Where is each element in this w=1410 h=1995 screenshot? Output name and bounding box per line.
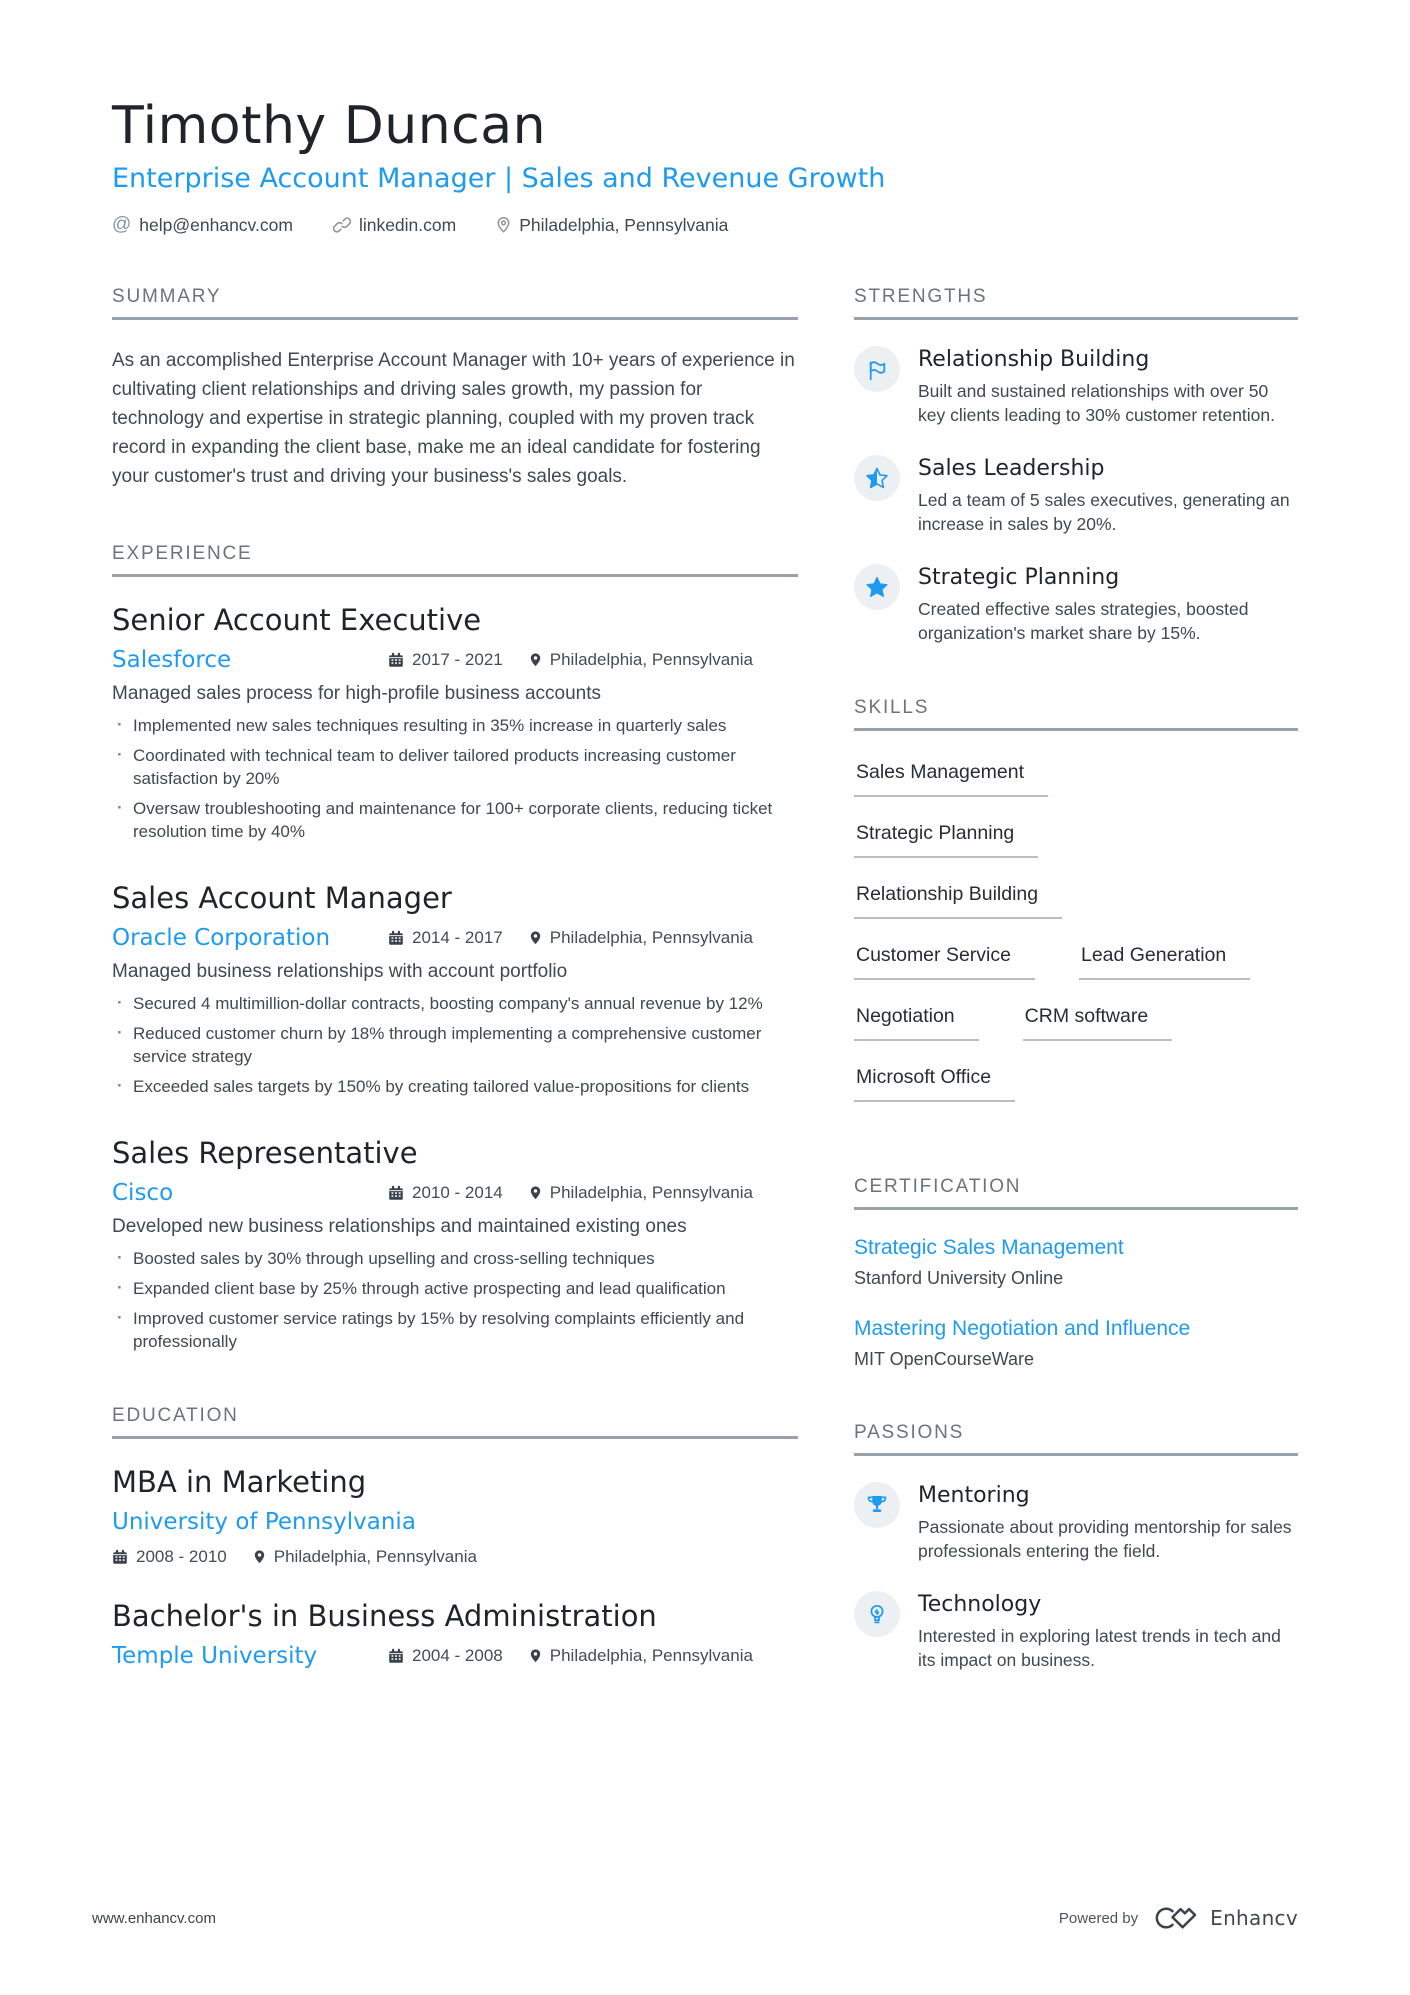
degree-item (112, 1465, 798, 1567)
certification-heading: CERTIFICATION (854, 1176, 1298, 1210)
enhancv-wordmark: Enhancv (1210, 1906, 1298, 1930)
degree-location (529, 1646, 753, 1666)
trophy-icon (854, 1482, 900, 1528)
degree-dates (112, 1547, 227, 1567)
section-experience (112, 543, 798, 1353)
section-skills (854, 697, 1298, 1102)
job-location (529, 1183, 753, 1203)
skill-tag: Microsoft Office (854, 1066, 1015, 1102)
person-title: Enterprise Account Manager | Sales and Revenue Growth (112, 163, 886, 195)
job-dates-text: 2010 - 2014 (412, 1183, 503, 1203)
skill-tag: Lead Generation (1079, 944, 1250, 980)
skill-row (854, 1005, 1298, 1041)
bullet-item: · Expanded client base by 25% through active prospecting and lead qualification (112, 1277, 798, 1300)
passion-title: Mentoring (918, 1483, 1030, 1509)
calendar-icon (388, 930, 404, 946)
certification-org: MIT OpenCourseWare (854, 1349, 1035, 1370)
job-dates-text: 2014 - 2017 (412, 928, 503, 948)
company-name: Oracle Corporation (112, 925, 331, 952)
resume-header (112, 98, 1298, 236)
passion-item (854, 1591, 1298, 1672)
contact-linkedin-text: linkedin.com (358, 214, 457, 235)
job-dates (388, 650, 503, 670)
location-icon (496, 216, 511, 234)
company-name: Cisco (112, 1180, 174, 1207)
half-star-icon (854, 455, 900, 501)
skill-tag: Negotiation (854, 1005, 979, 1041)
section-passions (854, 1422, 1298, 1672)
job-bullets (112, 1247, 798, 1353)
left-column (112, 286, 798, 1724)
location-icon (529, 652, 542, 668)
school-name: Temple University (112, 1643, 318, 1670)
bullet-item: · Improved customer service ratings by 15% by resolving complaints efficiently and professionally (112, 1307, 798, 1353)
contact-linkedin[interactable] (333, 215, 456, 236)
job-title: Senior Account Executive (112, 603, 482, 638)
bullet-item: · Reduced customer churn by 18% through implementing a comprehensive customer service strategy (112, 1022, 798, 1068)
skills-list (854, 757, 1298, 1102)
degree-dates-text: 2008 - 2010 (136, 1547, 227, 1567)
strength-title: Strategic Planning (918, 565, 1120, 591)
calendar-icon (388, 652, 404, 668)
skill-tag: Relationship Building (854, 883, 1062, 919)
degree-location-text: Philadelphia, Pennsylvania (549, 1646, 753, 1666)
certification-org: Stanford University Online (854, 1268, 1064, 1289)
job-bullets (112, 714, 798, 843)
certification-title: Mastering Negotiation and Influence (854, 1317, 1191, 1341)
summary-text: As an accomplished Enterprise Account Manager with 10+ years of experience in cultivating client relationships and driving sales growth, my passion for technology and expertise in strategic planning, coupled with my proven track record in expanding the client base, make me an ideal candidate for fostering your customer's trust and driving your business's sales goals. (112, 350, 795, 488)
passion-description: Interested in exploring latest trends in tech and its impact on business. (918, 1626, 1281, 1671)
job-item (112, 881, 798, 1098)
strength-description: Led a team of 5 sales executives, generating an increase in sales by 20%. (918, 490, 1290, 535)
passions-heading: PASSIONS (854, 1422, 1298, 1456)
job-location-text: Philadelphia, Pennsylvania (549, 1183, 753, 1203)
degree-location-text: Philadelphia, Pennsylvania (273, 1547, 477, 1567)
strength-item (854, 564, 1298, 645)
skill-row (854, 761, 1298, 797)
job-description: Managed business relationships with account portfolio (112, 961, 568, 983)
certification-item (854, 1317, 1298, 1370)
skill-tag: Customer Service (854, 944, 1035, 980)
strength-description: Built and sustained relationships with over 50 key clients leading to 30% customer retention. (918, 381, 1275, 426)
job-bullets (112, 992, 798, 1098)
bullet-item: · Oversaw troubleshooting and maintenance for 100+ corporate clients, reducing ticket resolution time by 40% (112, 797, 798, 843)
passion-title: Technology (918, 1592, 1042, 1618)
degree-title: Bachelor's in Business Administration (112, 1599, 657, 1634)
passion-item (854, 1482, 1298, 1563)
skill-row (854, 883, 1298, 919)
job-dates (388, 1183, 503, 1203)
strengths-heading: STRENGTHS (854, 286, 1298, 320)
job-title: Sales Representative (112, 1136, 418, 1171)
bullet-item: · Exceeded sales targets by 150% by creating tailored value-propositions for clients (112, 1075, 798, 1098)
degree-meta-row (112, 1547, 798, 1567)
bulb-icon (854, 1591, 900, 1637)
section-certification (854, 1176, 1298, 1370)
job-dates-text: 2017 - 2021 (412, 650, 503, 670)
powered-by (1059, 1903, 1298, 1933)
education-heading: EDUCATION (112, 1405, 798, 1439)
degree-meta-row (112, 1643, 798, 1669)
skill-tag: Sales Management (854, 761, 1048, 797)
resume-columns (112, 286, 1298, 1724)
skill-tag: Strategic Planning (854, 822, 1038, 858)
job-item (112, 603, 798, 843)
bullet-item: · Coordinated with technical team to deliver tailored products increasing customer satisfaction by 20% (112, 744, 798, 790)
bullet-item: · Implemented new sales techniques resulting in 35% increase in quarterly sales (112, 714, 798, 737)
company-name: Salesforce (112, 647, 232, 674)
link-icon (333, 216, 351, 234)
job-location-text: Philadelphia, Pennsylvania (549, 928, 753, 948)
skill-tag: CRM software (1023, 1005, 1173, 1041)
location-icon (529, 1648, 542, 1664)
email-icon: @ (112, 214, 132, 236)
section-strengths (854, 286, 1298, 645)
skill-row (854, 944, 1298, 980)
job-title: Sales Account Manager (112, 881, 452, 916)
star-icon (854, 564, 900, 610)
job-meta-row (112, 1180, 798, 1206)
summary-heading: SUMMARY (112, 286, 798, 320)
enhancv-logo (1151, 1903, 1197, 1933)
location-icon (529, 1185, 542, 1201)
right-column (854, 286, 1298, 1724)
degree-item (112, 1599, 798, 1669)
job-meta-row (112, 925, 798, 951)
bullet-item: · Secured 4 multimillion-dollar contracts, boosting company's annual revenue by 12% (112, 992, 798, 1015)
location-icon (529, 930, 542, 946)
contact-row (112, 214, 1298, 236)
bullet-item: · Boosted sales by 30% through upselling and cross-selling techniques (112, 1247, 798, 1270)
certification-item (854, 1236, 1298, 1289)
degree-title: MBA in Marketing (112, 1465, 367, 1500)
job-dates (388, 928, 503, 948)
strength-title: Sales Leadership (918, 456, 1105, 482)
location-icon (253, 1549, 266, 1565)
school-name: University of Pennsylvania (112, 1509, 416, 1536)
job-meta-row (112, 647, 798, 673)
contact-location (496, 215, 728, 236)
experience-heading: EXPERIENCE (112, 543, 798, 577)
strength-item (854, 455, 1298, 536)
job-location-text: Philadelphia, Pennsylvania (549, 650, 753, 670)
degree-dates-text: 2004 - 2008 (412, 1646, 503, 1666)
skill-row (854, 822, 1298, 858)
contact-email[interactable] (112, 214, 293, 236)
flag-icon (854, 346, 900, 392)
section-education (112, 1405, 798, 1669)
job-description: Managed sales process for high-profile business accounts (112, 683, 601, 705)
person-name: Timothy Duncan (112, 96, 547, 156)
job-item (112, 1136, 798, 1353)
job-description: Developed new business relationships and maintained existing ones (112, 1216, 687, 1238)
certification-title: Strategic Sales Management (854, 1236, 1124, 1260)
passion-description: Passionate about providing mentorship for sales professionals entering the field. (918, 1517, 1292, 1562)
strength-item (854, 346, 1298, 427)
powered-by-label: Powered by (1058, 1909, 1139, 1927)
skills-heading: SKILLS (854, 697, 1298, 731)
calendar-icon (112, 1549, 128, 1565)
calendar-icon (388, 1185, 404, 1201)
contact-email-text: help@enhancv.com (139, 214, 293, 235)
section-summary (112, 286, 798, 491)
degree-location (253, 1547, 477, 1567)
page-footer (92, 1903, 1298, 1933)
contact-location-text: Philadelphia, Pennsylvania (519, 214, 729, 235)
job-location (529, 928, 753, 948)
strength-title: Relationship Building (918, 347, 1150, 373)
degree-dates (388, 1646, 503, 1666)
footer-url[interactable]: www.enhancv.com (92, 1909, 216, 1927)
skill-row (854, 1066, 1298, 1102)
job-location (529, 650, 753, 670)
calendar-icon (388, 1648, 404, 1664)
strength-description: Created effective sales strategies, boosted organization's market share by 15%. (918, 599, 1249, 644)
